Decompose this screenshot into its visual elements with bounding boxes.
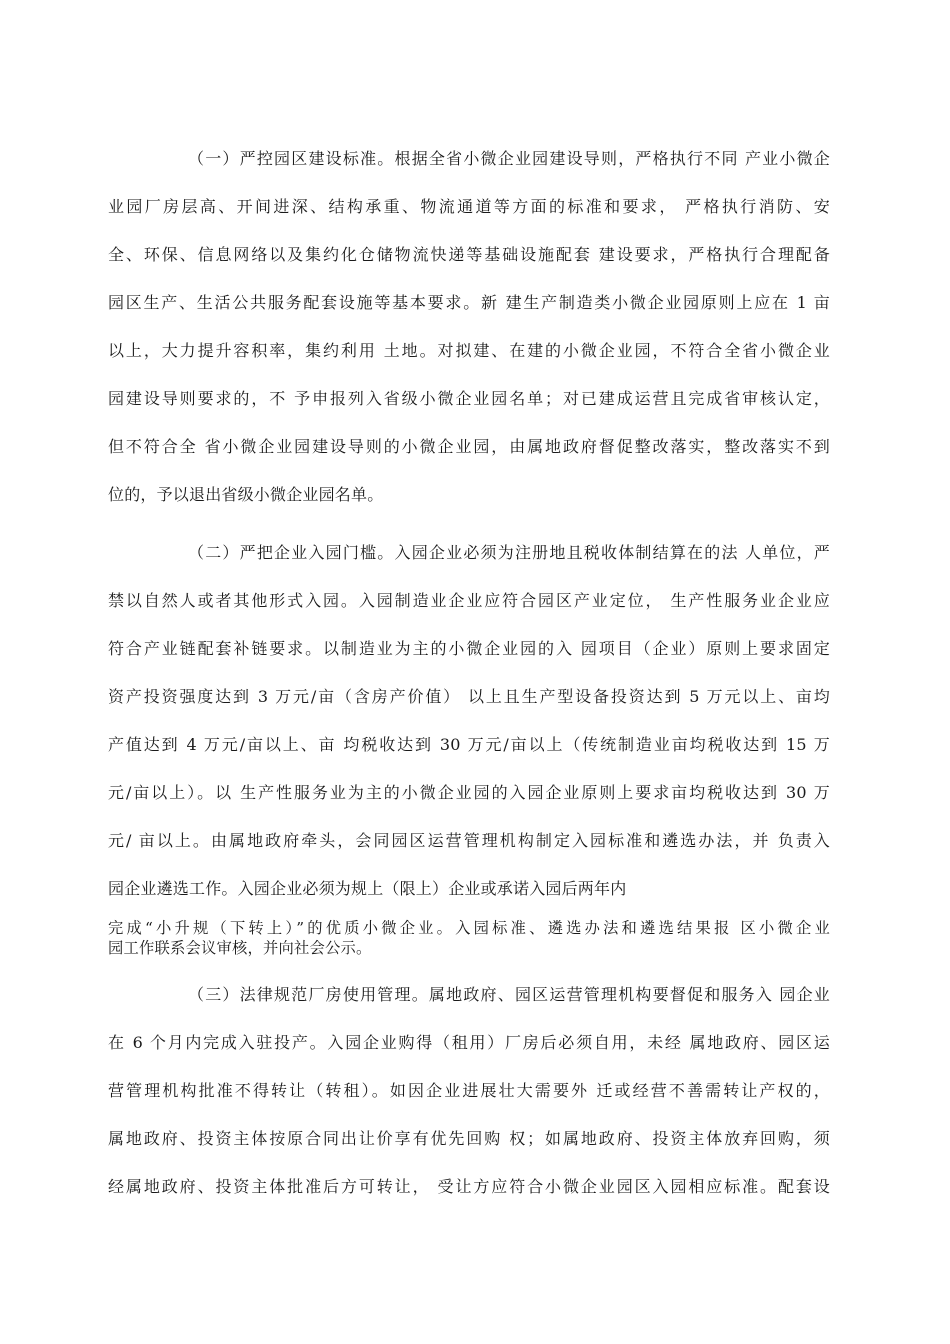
paragraph-1-line-3: 全、环保、信息网络以及集约化仓储物流快递等基础设施配套 建设要求，严格执行合理配备 — [108, 245, 830, 264]
paragraph-3-line-3: 营管理机构批准不得转让（转租）。如因企业进展壮大需要外 迁或经营不善需转让产权的， — [108, 1081, 830, 1100]
paragraph-1-line-1: （一）严控园区建设标准。根据全省小微企业园建设导则，严格执行不同 产业小微企 — [188, 149, 830, 168]
paragraph-1-line-2: 业园厂房层高、开间进深、结构承重、物流通道等方面的标准和要求， 严格执行消防、安 — [108, 197, 830, 216]
paragraph-1-line-7: 但不符合全 省小微企业园建设导则的小微企业园，由属地政府督促整改落实，整改落实不到 — [108, 437, 830, 456]
paragraph-3-line-5: 经属地政府、投资主体批准后方可转让， 受让方应符合小微企业园区入园相应标准。配套设 — [108, 1177, 830, 1196]
paragraph-2-line-2: 禁以自然人或者其他形式入园。入园制造业企业应符合园区产业定位， 生产性服务业企业应 — [108, 591, 830, 610]
paragraph-2-line-5: 产值达到 4 万元/亩以上、亩 均税收达到 30 万元/亩以上（传统制造业亩均税收达到 15 万 — [108, 735, 830, 754]
paragraph-2-line-10: 园工作联系会议审核，并向社会公示。 — [108, 939, 372, 957]
paragraph-2-line-8: 园企业遴选工作。入园企业必须为规上（限上）企业或承诺入园后两年内 — [108, 879, 627, 898]
paragraph-3-line-1: （三）法律规范厂房使用管理。属地政府、园区运营管理机构要督促和服务入 园企业 — [188, 985, 830, 1004]
paragraph-1-line-6: 园建设导则要求的，不 予申报列入省级小微企业园名单；对已建成运营且完成省审核认定， — [108, 389, 830, 408]
paragraph-1-line-4: 园区生产、生活公共服务配套设施等基本要求。新 建生产制造类小微企业园原则上应在 1 亩 — [108, 293, 830, 312]
paragraph-1-line-8: 位的，予以退出省级小微企业园名单。 — [108, 485, 384, 504]
paragraph-3-line-2: 在 6 个月内完成入驻投产。入园企业购得（租用）厂房后必须自用，未经 属地政府、园区运 — [108, 1033, 830, 1052]
paragraph-2-line-4: 资产投资强度达到 3 万元/亩（含房产价值） 以上且生产型设备投资达到 5 万元以上、亩均 — [108, 687, 830, 706]
paragraph-2-line-3: 符合产业链配套补链要求。以制造业为主的小微企业园的入 园项目（企业）原则上要求固定 — [108, 639, 830, 658]
paragraph-2-line-9: 完成“小升规（下转上）”的优质小微企业。入园标准、遴选办法和遴选结果报 区小微企业 — [108, 919, 830, 937]
paragraph-2-line-6: 元/亩以上）。以 生产性服务业为主的小微企业园的入园企业原则上要求亩均税收达到 30 万 — [108, 783, 830, 802]
paragraph-1-line-5: 以上，大力提升容积率，集约利用 土地。对拟建、在建的小微企业园，不符合全省小微企业 — [108, 341, 830, 360]
paragraph-2-line-1: （二）严把企业入园门槛。入园企业必须为注册地且税收体制结算在的法 人单位，严 — [188, 543, 830, 562]
paragraph-2-line-7: 元/ 亩以上。由属地政府牵头，会同园区运营管理机构制定入园标准和遴选办法，并 负责入 — [108, 831, 830, 850]
paragraph-3-line-4: 属地政府、投资主体按原合同出让价享有优先回购 权；如属地政府、投资主体放弃回购，须 — [108, 1129, 830, 1148]
